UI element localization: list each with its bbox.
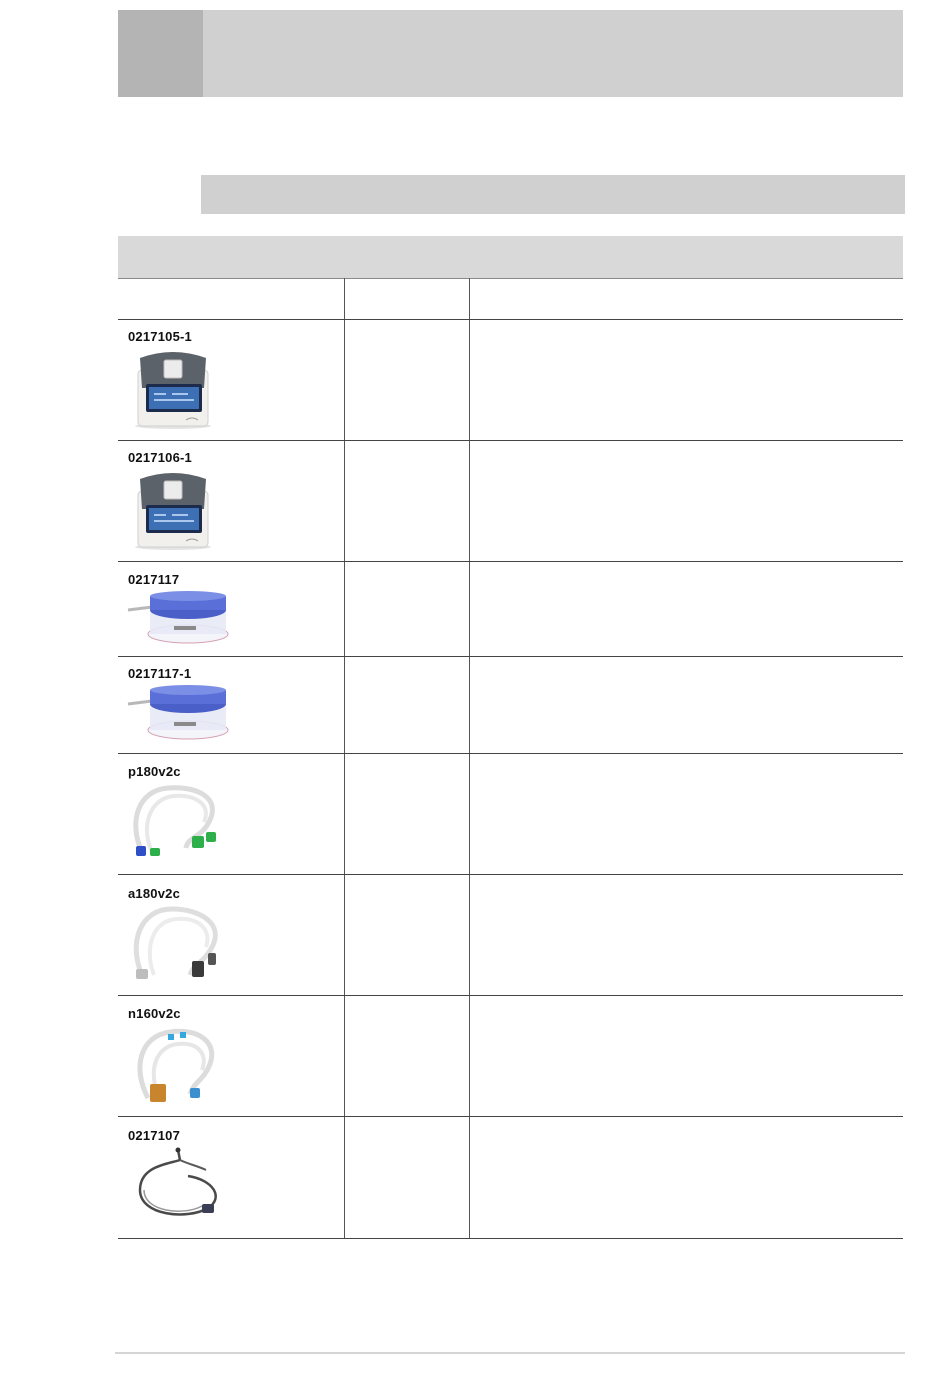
- item-code: 0217107: [128, 1128, 181, 1143]
- page-header-bar: [203, 10, 903, 97]
- breathing-circuit-icon: [128, 903, 228, 987]
- item-code: a180v2c: [128, 886, 181, 901]
- heater-cable-icon: [128, 1146, 232, 1232]
- humidification-chamber-icon: [126, 590, 230, 646]
- item-code: 0217117-1: [128, 666, 192, 681]
- row-divider: [118, 995, 903, 996]
- row-divider: [118, 1116, 903, 1117]
- item-code: p180v2c: [128, 764, 181, 779]
- row-divider: [118, 319, 903, 320]
- item-code: 0217105-1: [128, 329, 192, 344]
- item-code: 0217106-1: [128, 450, 192, 465]
- row-divider: [118, 561, 903, 562]
- humidification-chamber-icon: [126, 684, 230, 742]
- row-divider: [118, 440, 903, 441]
- item-code: n160v2c: [128, 1006, 181, 1021]
- chapter-tab: [118, 10, 203, 97]
- item-code: 0217117: [128, 572, 180, 587]
- humidifier-device-icon: [128, 469, 218, 551]
- row-divider: [118, 656, 903, 657]
- row-divider: [118, 753, 903, 754]
- column-divider: [469, 278, 470, 1239]
- row-divider: [118, 874, 903, 875]
- footer-rule: [115, 1352, 905, 1354]
- section-header-bar: [201, 175, 905, 214]
- table-header: [118, 236, 903, 279]
- breathing-circuit-icon: [128, 782, 228, 864]
- row-divider: [118, 1238, 903, 1239]
- column-divider: [344, 278, 345, 1239]
- breathing-circuit-icon: [128, 1024, 228, 1108]
- humidifier-device-icon: [128, 348, 218, 430]
